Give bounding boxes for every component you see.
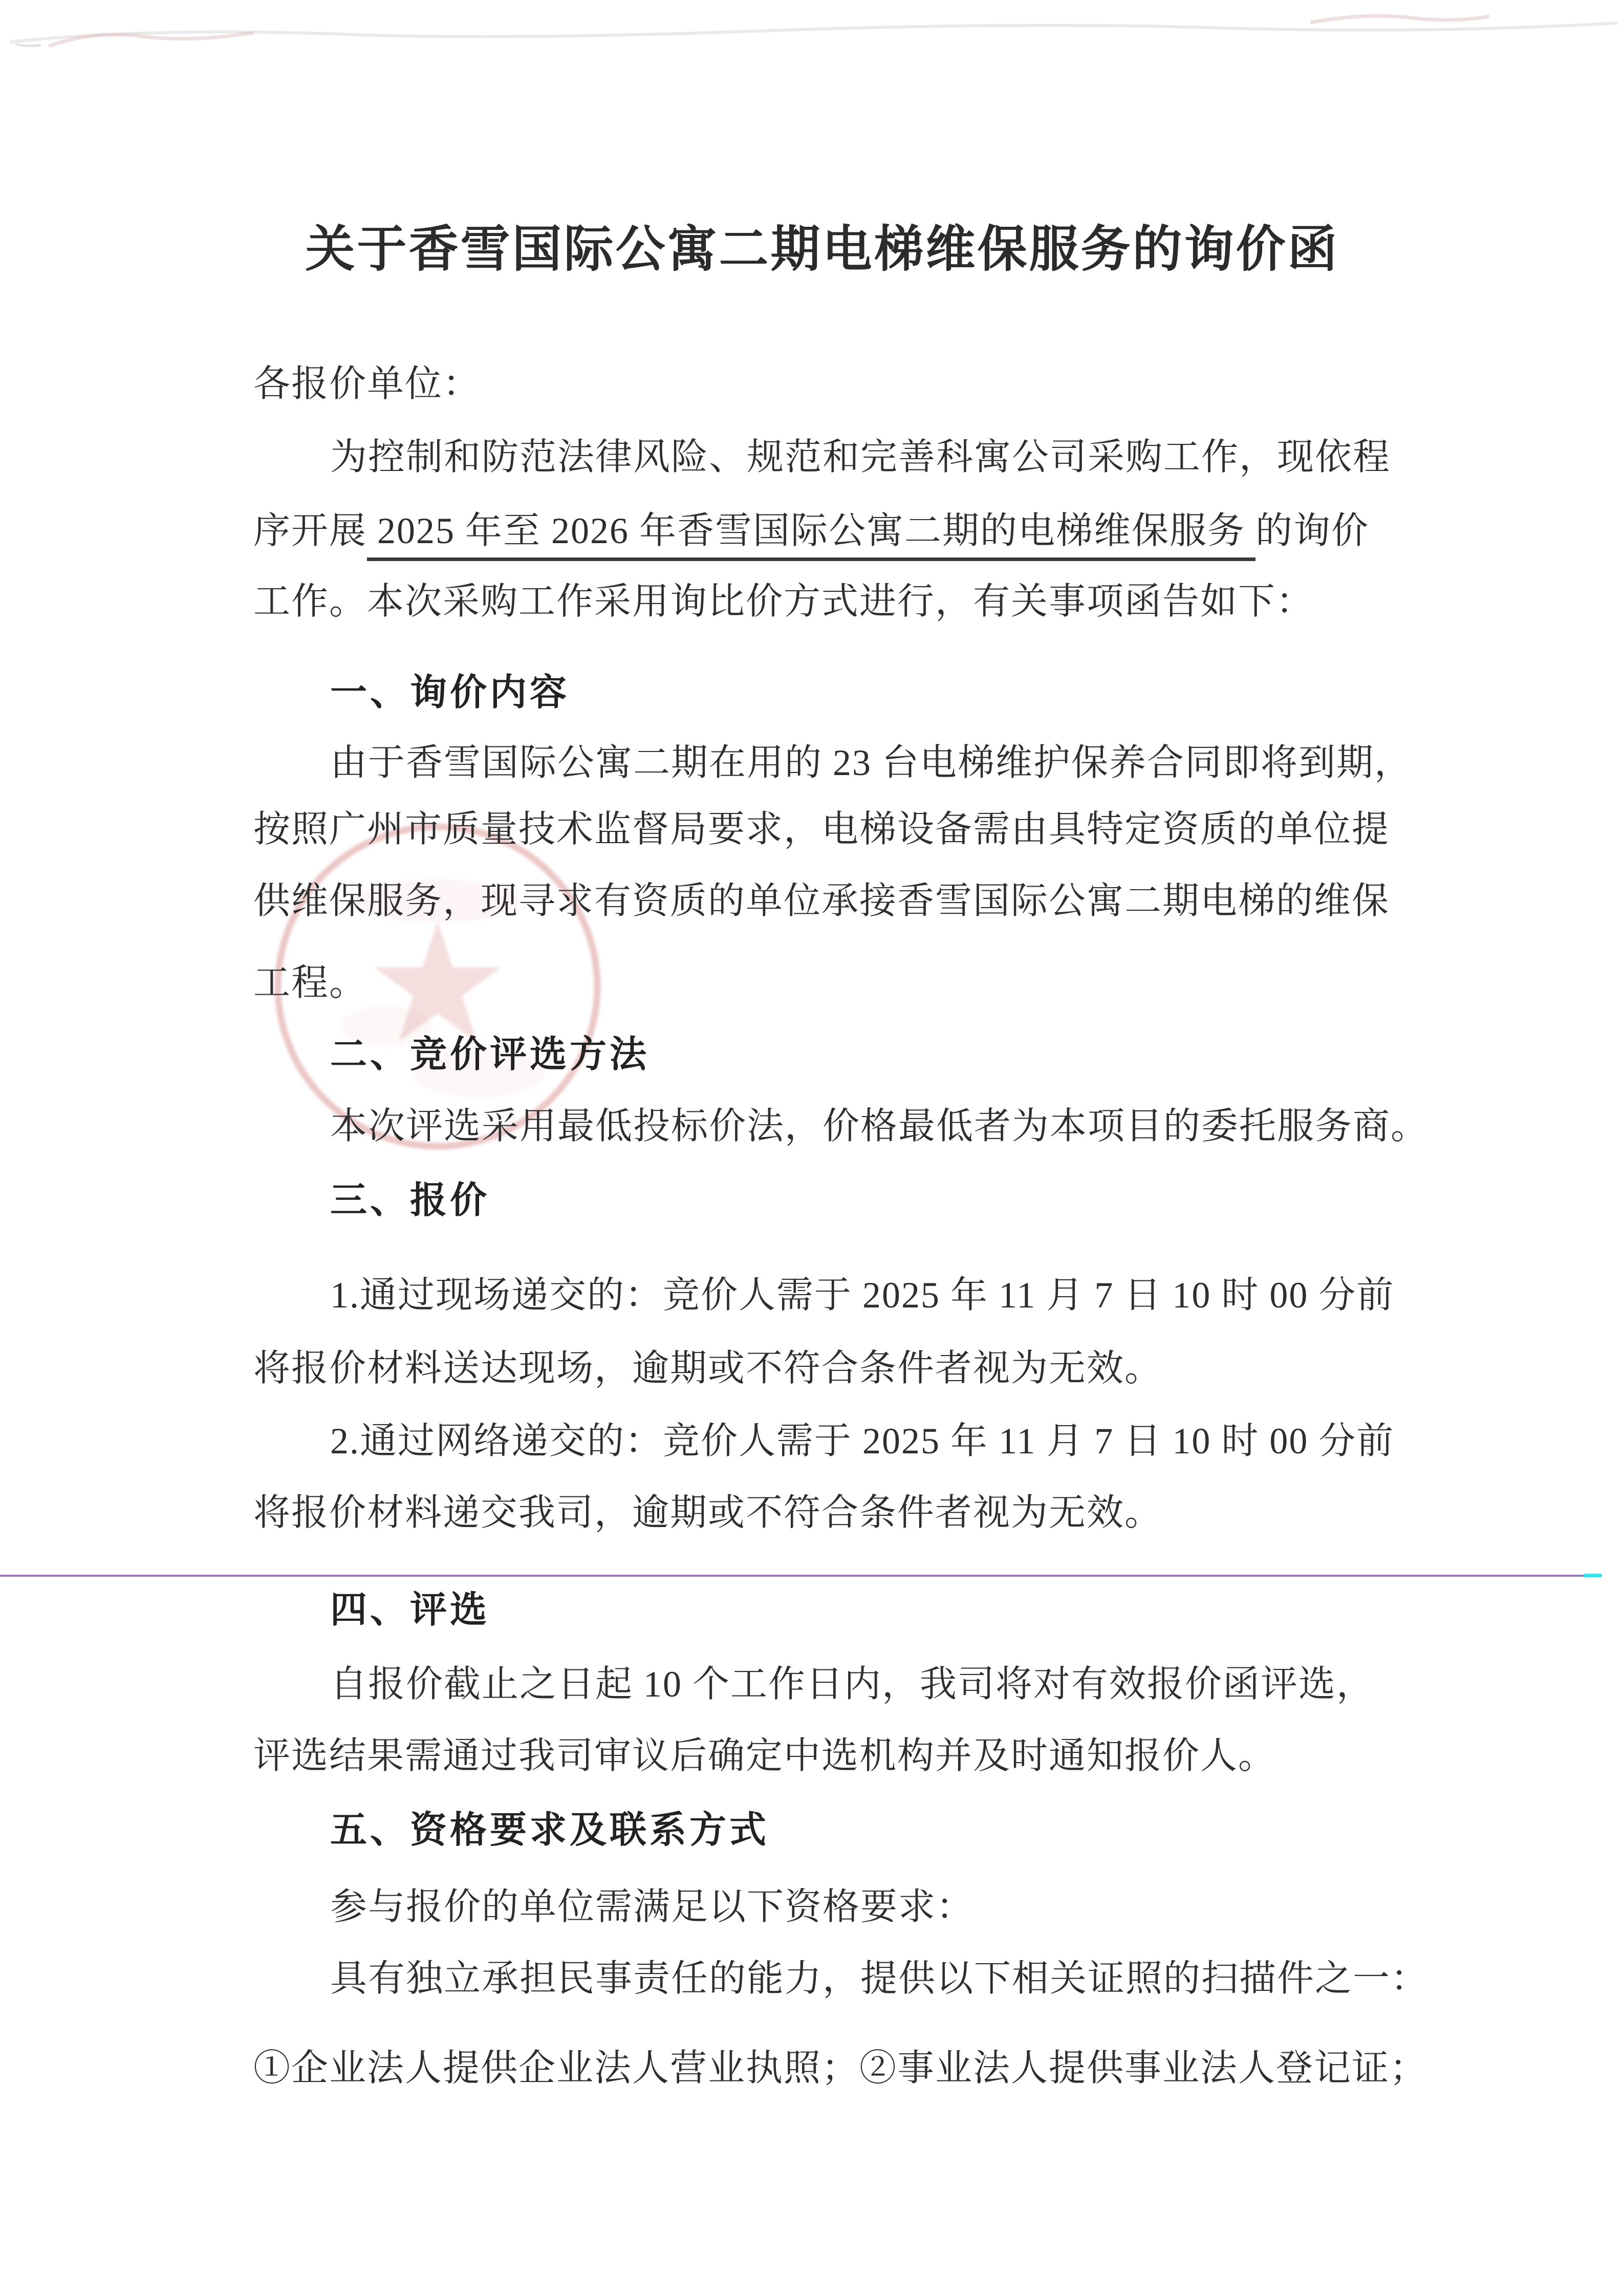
section-heading-1-inquiry-content: 一、询价内容 [330,672,570,713]
scan-artifact-line [0,1575,1586,1577]
paragraph-line: 由于香雪国际公寓二期在用的 23 台电梯维护保养合同即将到期， [330,742,1413,783]
list-item-2-continuation: 将报价材料递交我司，逾期或不符合条件者视为无效。 [253,1492,1163,1533]
section-heading-4-selection: 四、评选 [330,1590,490,1630]
salutation-line: 各报价单位： [253,363,481,404]
list-item-2-line: 2.通过网络递交的：竞价人需于 2025 年 11 月 7 日 10 时 00 分前 [330,1421,1395,1462]
underline-suffix-text: 的询价 [1255,510,1370,551]
section-heading-5-qualification-contact: 五、资格要求及联系方式 [330,1810,770,1851]
list-item-1-continuation: 将报价材料送达现场，逾期或不符合条件者视为无效。 [253,1348,1163,1389]
paragraph-line: 工作。本次采购工作采用询比价方式进行，有关事项函告如下： [253,581,1314,622]
document-title: 关于香雪国际公寓二期电梯维保服务的询价函 [305,222,1339,277]
paragraph-line-with-underline [253,510,1492,551]
paragraph-line: 为控制和防范法律风险、规范和完善科寓公司采购工作，现依程 [330,437,1391,478]
paragraph-line-qualification-items: ①企业法人提供企业法人营业执照；②事业法人提供事业法人登记证； [253,2048,1428,2089]
paragraph-line: 参与报价的单位需满足以下资格要求： [330,1886,975,1927]
section-heading-2-evaluation-method: 二、竞价评选方法 [330,1034,650,1075]
paragraph-line: 供维保服务，现寻求有资质的单位承接香雪国际公寓二期电梯的维保 [253,881,1390,921]
paragraph-line: 工程。 [253,962,367,1003]
scan-artifact-line-cyan-tip [1584,1574,1602,1577]
paragraph-line: 本次评选采用最低投标价法，价格最低者为本项目的委托服务商。 [330,1106,1429,1147]
paragraph-line: 具有独立承担民事责任的能力，提供以下相关证照的扫描件之一： [330,1958,1429,1999]
paragraph-line: 自报价截止之日起 10 个工作日内，我司将对有效报价函评选， [330,1664,1375,1705]
scan-smudge-top-edge [0,0,1624,72]
underlined-project-name: 2025 年至 2026 年香雪国际公寓二期的电梯维保服务 [367,510,1255,561]
section-heading-3-quotation: 三、报价 [330,1180,490,1221]
paragraph-line: 评选结果需通过我司审议后确定中选机构并及时通知报价人。 [253,1735,1276,1776]
paragraph-line: 按照广州市质量技术监督局要求，电梯设备需由具特定资质的单位提 [253,809,1390,850]
underline-prefix-text: 序开展 [253,510,367,551]
list-item-1-line: 1.通过现场递交的：竞价人需于 2025 年 11 月 7 日 10 时 00 分前 [330,1275,1395,1316]
